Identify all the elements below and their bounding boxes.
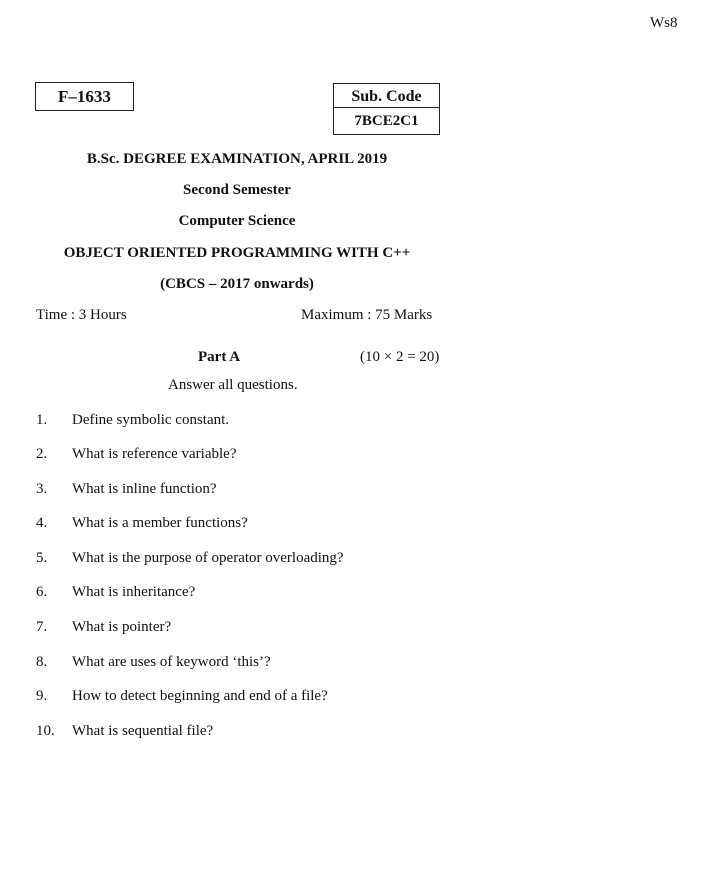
question-number: 6. (36, 584, 48, 600)
question-text: What is the purpose of operator overloading? (72, 550, 344, 566)
question-number: 8. (36, 654, 48, 670)
question-text: What is a member functions? (72, 515, 248, 531)
part-title: Part A (198, 349, 241, 365)
question-text: What is inline function? (72, 481, 217, 497)
question-number: 2. (36, 446, 48, 462)
paper-code: F–1633 (58, 87, 111, 106)
question-number: 4. (36, 515, 48, 531)
question-text: What is pointer? (72, 619, 172, 635)
sub-code-value-box (333, 107, 440, 135)
time-allowed: Time : 3 Hours (36, 307, 127, 323)
question-number: 10. (36, 723, 55, 739)
question-number: 3. (36, 481, 48, 497)
subject: Computer Science (178, 213, 296, 229)
question-number: 1. (36, 412, 48, 428)
sub-code-value: 7BCE2C1 (354, 113, 419, 129)
question-text: What is inheritance? (72, 584, 196, 600)
question-text: What is reference variable? (72, 446, 237, 462)
question-text: Define symbolic constant. (72, 412, 230, 428)
part-instruction: Answer all questions. (168, 377, 298, 393)
semester: Second Semester (183, 182, 291, 198)
question-number: 7. (36, 619, 48, 635)
question-text: How to detect beginning and end of a file? (72, 688, 328, 704)
scheme: (CBCS – 2017 onwards) (160, 276, 314, 292)
question-number: 5. (36, 550, 48, 566)
course-title: OBJECT ORIENTED PROGRAMMING WITH C++ (63, 245, 411, 261)
page-tag: Ws8 (650, 15, 678, 31)
question-number: 9. (36, 688, 48, 704)
maximum-marks: Maximum : 75 Marks (301, 307, 433, 323)
question-text: What are uses of keyword ‘this’? (72, 654, 271, 670)
part-marks: (10 × 2 = 20) (360, 349, 440, 365)
paper-code-box (35, 82, 134, 111)
sub-code-label: Sub. Code (351, 88, 422, 105)
exam-title: B.Sc. DEGREE EXAMINATION, APRIL 2019 (86, 151, 388, 167)
question-text: What is sequential file? (72, 723, 214, 739)
sub-code-label-box (333, 83, 440, 108)
